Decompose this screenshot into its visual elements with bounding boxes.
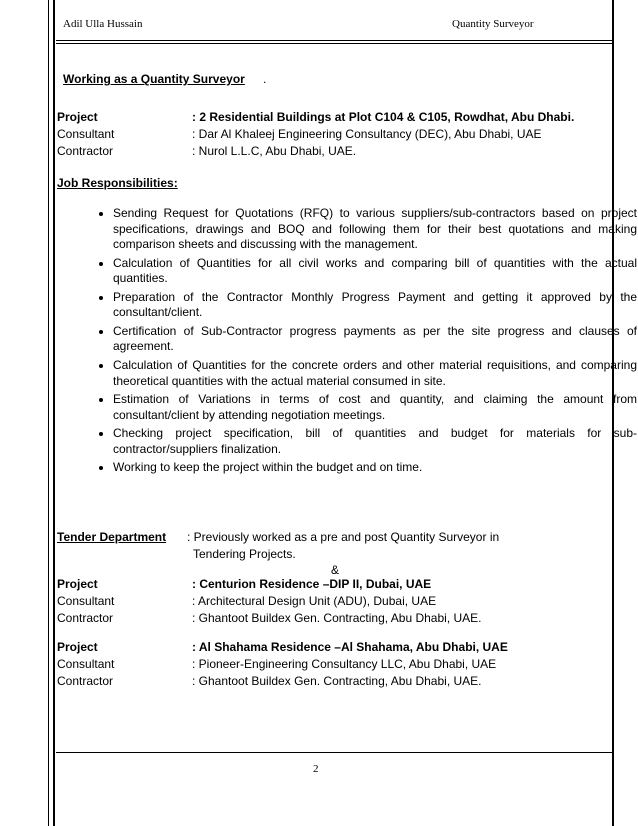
project1-label: Project xyxy=(57,110,98,124)
project2-contractor-label: Contractor xyxy=(57,611,114,625)
project2-contractor-value: : Ghantoot Buildex Gen. Contracting, Abu Dhabi, UAE. xyxy=(192,611,482,625)
responsibilities-list xyxy=(57,206,637,479)
footer-rule xyxy=(56,752,612,753)
tender-value-line2: Tendering Projects. xyxy=(193,547,296,561)
header-role: Quantity Surveyor xyxy=(452,18,534,30)
project1-consultant-label: Consultant xyxy=(57,127,115,141)
left-border-line-outer xyxy=(48,0,49,826)
project1-contractor-value: : Nurol L.L.C, Abu Dhabi, UAE. xyxy=(192,144,357,158)
list-item: • Checking project specification, bill of quantities and budget for materials for sub-contractor/suppliers finalization. xyxy=(113,426,637,457)
list-item: • Sending Request for Quotations (RFQ) to various suppliers/sub-contractors based on project specifications, drawings and BOQ and following them for their best quotations and making comparison sheets and discussing with the management. xyxy=(113,206,637,253)
header-name: Adil Ulla Hussain xyxy=(63,18,143,30)
project2-value: : Centurion Residence –DIP II, Dubai, UAE xyxy=(192,577,432,591)
responsibilities-title: Job Responsibilities: xyxy=(57,176,178,190)
section-title: Working as a Quantity Surveyor xyxy=(63,72,245,86)
page-number: 2 xyxy=(313,763,319,775)
project2-consultant-label: Consultant xyxy=(57,594,115,608)
section-title-suffix: . xyxy=(263,72,267,86)
project3-consultant-value: : Pioneer-Engineering Consultancy LLC, Abu Dhabi, UAE xyxy=(192,657,497,671)
project2-label: Project xyxy=(57,577,98,591)
tender-value-line1: : Previously worked as a pre and post Quantity Surveyor in xyxy=(187,530,500,544)
project1-contractor-label: Contractor xyxy=(57,144,114,158)
project1-value: : 2 Residential Buildings at Plot C104 & C105, Rowdhat, Abu Dhabi. xyxy=(192,110,575,124)
project2-consultant-value: : Architectural Design Unit (ADU), Dubai, UAE xyxy=(192,594,437,608)
header-rule-bottom xyxy=(56,43,612,44)
tender-ampersand: & xyxy=(331,563,340,577)
project3-consultant-label: Consultant xyxy=(57,657,115,671)
project3-label: Project xyxy=(57,640,98,654)
project3-contractor-label: Contractor xyxy=(57,674,114,688)
list-item: • Estimation of Variations in terms of cost and quantity, and claiming the amount from consultant/client by attending negotiation meetings. xyxy=(113,392,637,423)
list-item: • Calculation of Quantities for all civil works and comparing bill of quantities with the actual quantities. xyxy=(113,256,637,287)
list-item: • Working to keep the project within the budget and on time. xyxy=(113,460,637,476)
list-item: • Calculation of Quantities for the concrete orders and other material requisitions, and comparing theoretical quantities with the actual material consumed in site. xyxy=(113,358,637,389)
project3-contractor-value: : Ghantoot Buildex Gen. Contracting, Abu Dhabi, UAE. xyxy=(192,674,482,688)
left-border-line-inner xyxy=(53,0,55,826)
project3-value: : Al Shahama Residence –Al Shahama, Abu Dhabi, UAE xyxy=(192,640,508,654)
list-item: • Certification of Sub-Contractor progress payments as per the site progress and clauses of agreement. xyxy=(113,324,637,355)
project1-consultant-value: : Dar Al Khaleej Engineering Consultancy (DEC), Abu Dhabi, UAE xyxy=(192,127,542,141)
tender-label: Tender Department xyxy=(57,530,167,544)
list-item: • Preparation of the Contractor Monthly Progress Payment and getting it approved by the consultant/client. xyxy=(113,290,637,321)
header-rule-top xyxy=(56,40,612,41)
